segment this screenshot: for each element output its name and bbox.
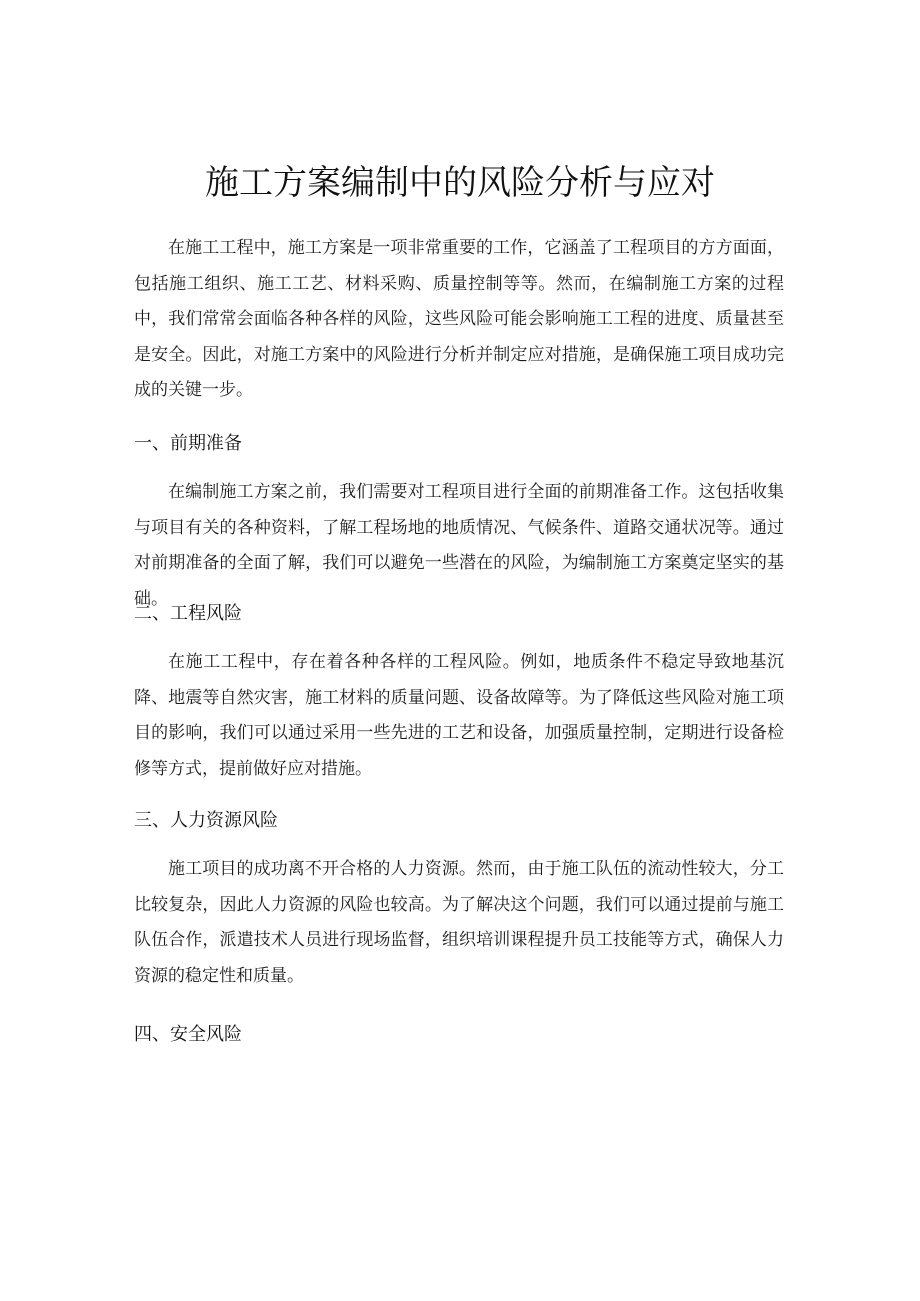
section-heading-safety-risk: 四、安全风险 — [134, 1024, 242, 1045]
section-heading-hr-risk: 三、人力资源风险 — [134, 810, 278, 831]
page-title: 施工方案编制中的风险分析与应对 — [205, 163, 715, 203]
intro-paragraph: 在施工工程中，施工方案是一项非常重要的工作，它涵盖了工程项目的方方面面，包括施工组织、施工工艺、材料采购、质量控制等等。然而，在编制施工方案的过程中，我们常常会面临各种各样的风险，这些风险可能会影响施工工程的进度、质量甚至是安全。因此，对施工方案中的风险进行分析并制定应对措施，是确保施工项目成功完成的关键一步。 — [134, 238, 784, 400]
section-body-engineering-risk: 在施工工程中，存在着各种各样的工程风险。例如，地质条件不稳定导致地基沉降、地震等自然灾害，施工材料的质量问题、设备故障等。为了降低这些风险对施工项目的影响，我们可以通过采用一些先进的工艺和设备，加强质量控制，定期进行设备检修等方式，提前做好应对措施。 — [134, 652, 784, 779]
section-body-preparation: 在编制施工方案之前，我们需要对工程项目进行全面的前期准备工作。这包括收集与项目有关的各种资料，了解工程场地的地质情况、气候条件、道路交通状况等。通过对前期准备的全面了解，我们可以避免一些潜在的风险，为编制施工方案奠定坚实的基础。 — [134, 482, 784, 609]
section-heading-preparation: 一、前期准备 — [134, 433, 242, 454]
section-body-hr-risk: 施工项目的成功离不开合格的人力资源。然而，由于施工队伍的流动性较大，分工比较复杂，因此人力资源的风险也较高。为了解决这个问题，我们可以通过提前与施工队伍合作，派遣技术人员进行现场监督，组织培训课程提升员工技能等方式，确保人力资源的稳定性和质量。 — [134, 859, 784, 986]
section-heading-engineering-risk: 二、工程风险 — [134, 603, 242, 624]
